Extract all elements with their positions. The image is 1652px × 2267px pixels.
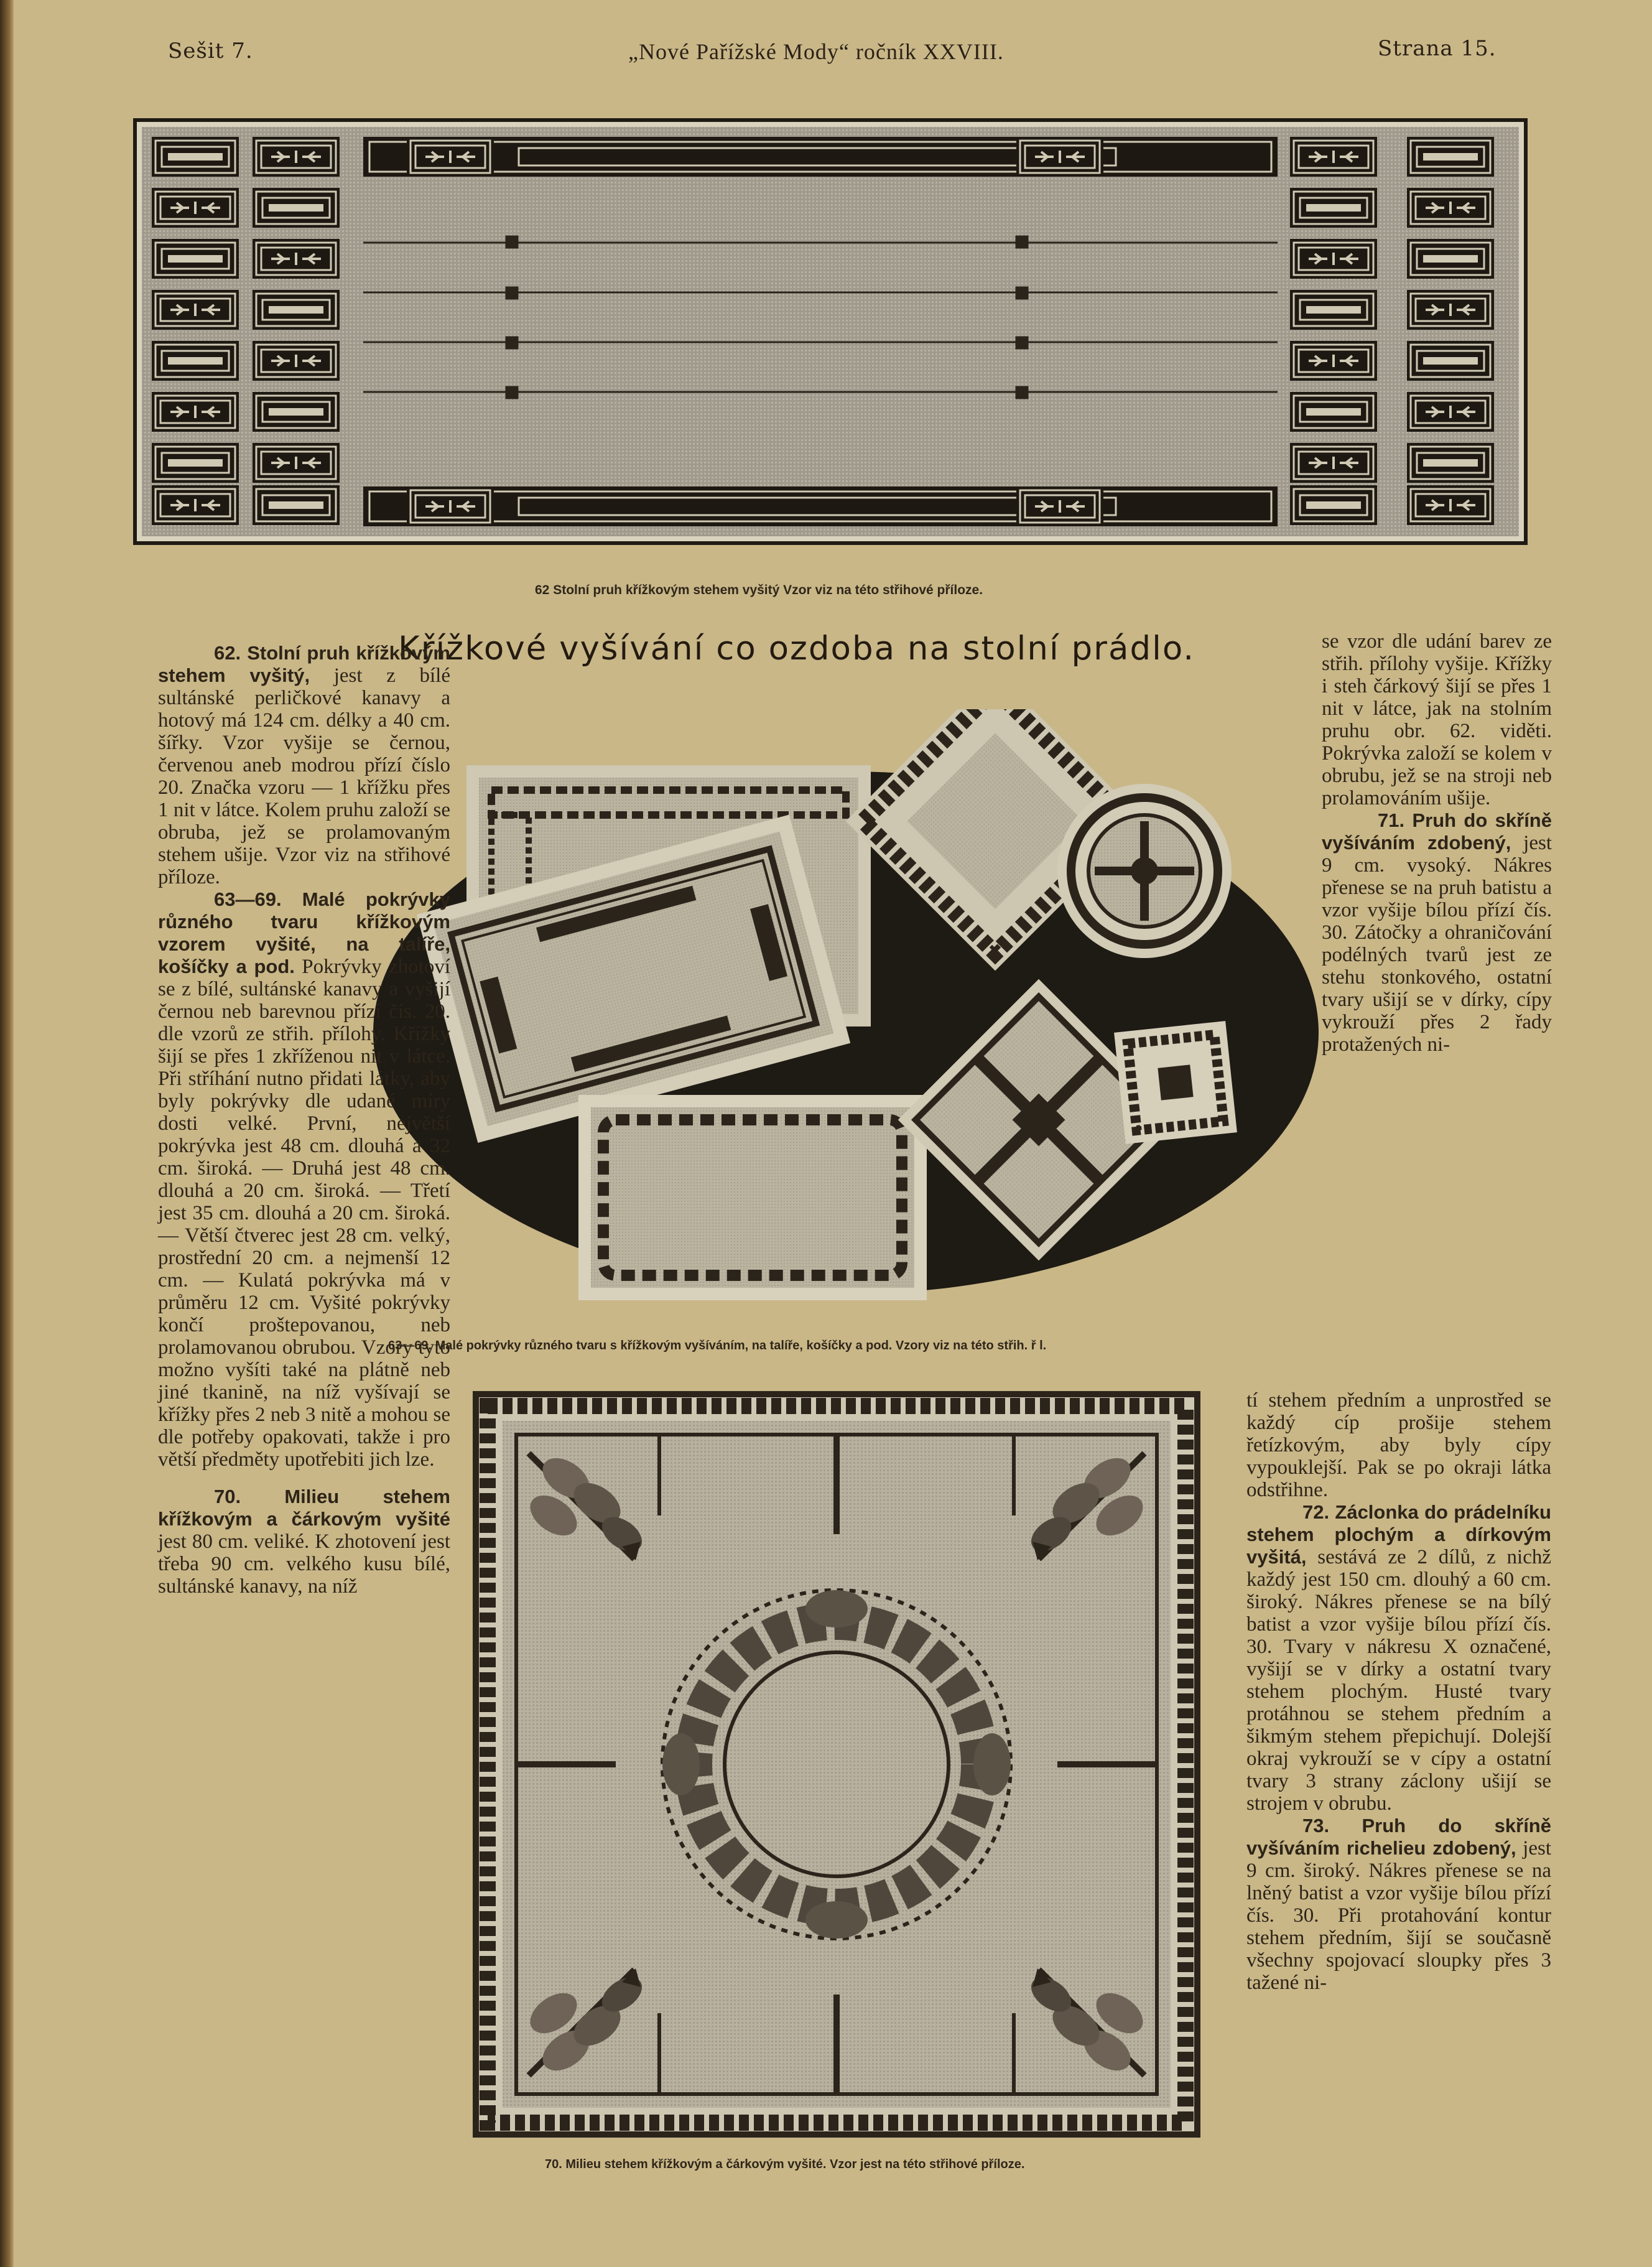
item-63-69-heading: 63—69. Malé pokrývky různého tvaru křížkovým vzorem vyšité, na talíře, košíčky a pod. — [158, 888, 450, 977]
text-column-right-bottom — [1246, 1389, 1551, 1994]
header-magazine-title: „Nové Pařížské Mody“ ročník XXVIII. — [628, 39, 1004, 64]
header-issue: Sešit 7. — [168, 39, 253, 63]
page-binding-edge — [0, 0, 14, 2267]
text-column-right-top — [1322, 630, 1552, 1056]
figure-70-caption: 70. Milieu stehem křížkovým a čárkovým vyšité. Vzor jest na této střihové příloze. — [545, 2158, 1025, 2171]
figure-63-69-small-doilies — [367, 709, 1325, 1313]
item-71-continued-text: tí stehem předním a unprostřed se každý cíp prošije stehem řetízkovým, aby byly cípy vypouklejší. Pak se po okraji látka odstřihne. — [1246, 1389, 1551, 1501]
item-71-heading: 71. Pruh do skříně vyšíváním zdobený, — [1322, 809, 1552, 854]
article-title: Křížkové vyšívání co ozdoba na stolní prádlo. — [398, 630, 1195, 668]
item-70-continued-text: se vzor dle udání barev ze střih. přílohy vyšije. Křížky i steh čárkový šijí se přes 1 nit v látce, jak na stolním pruhu obr. 62. viděti. Pokrývka založí se kolem v obrubu, jež se na stroji neb prolamováním ušije. — [1322, 630, 1552, 809]
item-71-text: jest 9 cm. vysoký. Nákres přenese se na pruh batistu a vzor vyšije bílou přízí čís. 30. Zátočky a ohraničování podélných tvarů jest ze stehu stonkového, ostatní tvary ušijí se v dírky, cípy vykrouží přes 2 řady protažených ni- — [1322, 832, 1552, 1056]
item-73-heading: 73. Pruh do skříně vyšíváním richelieu zdobený, — [1246, 1815, 1551, 1859]
item-72-text: sestává ze 2 dílů, z nichž každý jest 150 cm. dlouhý a 60 cm. široký. Nákres přenese se na bílý batist a vzor vyšije bílou přízí čís. 30. Tvary v nákresu X označené, vyšijí se v dírky a ostatní tvary stehem plochým. Husté tvary protáhnou se stehem předním a šikmým stehem přepichují. Dolejší okraj vykrouží se v cípy a ostatní tvary 3 strany záclony ušijí se strojem v obrubu. — [1246, 1546, 1551, 1815]
header-page-number: Strana 15. — [1378, 36, 1497, 61]
text-column-left — [158, 642, 450, 1598]
item-63-69-text: Pokrývky zhotoví se z bílé, sultánské kanavy a vyšijí černou neb barevnou přízí čís. 20. dle vzorů ze střih. přílohy. Křížky šijí se přes 1 zkříženou nit v látce. Při stříhání nutno přidati látky, aby byly pokrývky dle udané míry dosti velké. První, největší pokrývka jest 48 cm. dlouhá a 32 cm. široká. — Druhá jest 48 cm. dlouhá a 20 cm. široká. — Třetí jest 35 cm. dlouhá a 20 cm. široká. — Větší čtverec jest 28 cm. velký, prostřední 20 cm. a nejmenší 12 cm. — Kulatá pokrývka má v průměru 12 cm. Vyšité pokrývky končí proštepovanou, neb prolamovanou obrubou. Vzory tyto možno vyšíti také na plátně neb jiné tkanině, na níž vyšívají se křížky přes 2 neb 3 nitě a mohou se dle potřeby opakovati, takže i pro větší předměty upotřebiti jich lze. — [158, 956, 451, 1471]
figure-70-milieu — [473, 1391, 1200, 2138]
item-62-heading: 62. Stolní pruh křížkovým stehem vyšitý, — [158, 642, 450, 686]
item-73-text: jest 9 cm. široký. Nákres přenese se na lněný batist a vzor vyšije bílou přízí čís. 30. Při protahování kontur stehem předním, šijí se současně všechny spojovací sloupky přes 3 tažené ni- — [1246, 1837, 1551, 1994]
item-70-heading: 70. Milieu stehem křížkovým a čárkovým vyšité — [158, 1486, 450, 1530]
figure-62-table-runner — [133, 118, 1528, 545]
item-62-text: jest z bílé sultánské perličkové kanavy a hotový má 124 cm. délky a 40 cm. šířky. Vzor vyšije se černou, červenou aneb modrou přízí číslo 20. Značka vzoru — 1 křížku přes 1 nit v látce. Kolem pruhu založí se obruba, jež se prolamovaným stehem ušije. Vzor viz na střihové příloze. — [158, 664, 450, 888]
figure-62-caption: 62 Stolní pruh křížkovým stehem vyšitý Vzor viz na této střihové příloze. — [535, 583, 983, 597]
figure-63-69-caption: 63—69. Malé pokrývky různého tvaru s křížkovým vyšíváním, na talíře, košíčky a pod. Vzory viz na této střih. ř l. — [388, 1339, 1047, 1352]
item-72-heading: 72. Záclonka do prádelníku stehem plochým a dírkovým vyšitá, — [1246, 1501, 1551, 1568]
item-70-text: jest 80 cm. veliké. K zhotovení jest třeba 90 cm. velkého kusu bílé, sultánské kanavy, na níž — [158, 1530, 450, 1598]
